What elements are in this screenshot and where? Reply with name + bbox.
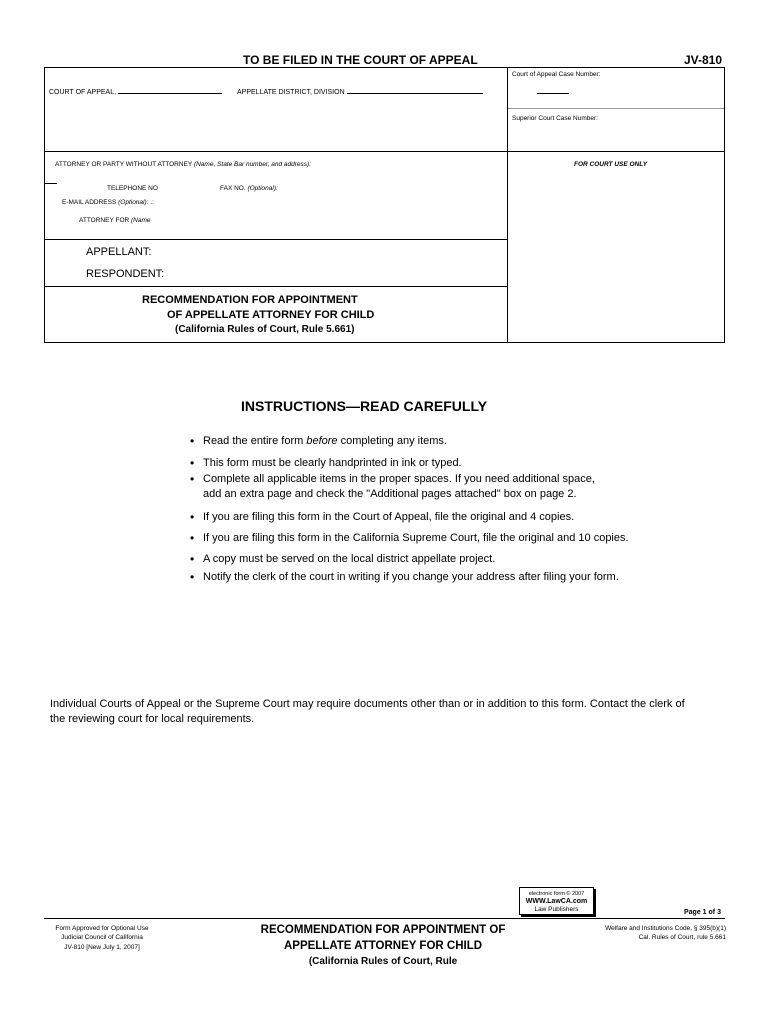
bullet-text-end: completing any items.	[337, 435, 447, 447]
bullet-text: This form must be clearly handprinted in ink or typed.	[203, 457, 462, 469]
court-of-appeal-label: COURT OF APPEAL,	[49, 89, 118, 96]
local-requirements-note-line1: Individual Courts of Appeal or the Supreme Court may require documents other than or in addition to this form. Contact the clerk of	[50, 698, 685, 710]
list-item	[190, 510, 575, 524]
court-section-divider	[44, 151, 725, 152]
bullet-text: If you are filing this form in the California Supreme Court, file the original and 10 copies.	[203, 532, 629, 544]
form-title-line2: OF APPELLATE ATTORNEY FOR CHILD	[167, 309, 375, 321]
bullet-text: Complete all applicable items in the proper spaces. If you need additional space,	[203, 473, 595, 485]
footer-right-line1: Welfare and Institutions Code, § 395(b)(1)	[605, 925, 726, 932]
superior-case-number-label: Superior Court Case Number:	[512, 115, 598, 122]
footer-title-line3: (California Rules of Court, Rule	[308, 956, 458, 967]
stamp-line3: Law Publishers	[534, 906, 579, 913]
publisher-stamp	[519, 887, 594, 915]
bullet-icon: •	[190, 531, 195, 545]
email-label	[62, 199, 154, 206]
bullet-text: If you are filing this form in the Court of Appeal, file the original and 4 copies.	[203, 511, 575, 523]
local-requirements-note-line2: the reviewing court for local requirements.	[50, 713, 255, 725]
email-optional: (Optional):	[118, 199, 149, 206]
email-suffix: .:	[148, 199, 154, 206]
fax-optional: (Optional):	[247, 185, 278, 192]
email-label-text: E-MAIL ADDRESS	[62, 199, 119, 206]
page-number: Page 1 of 3	[684, 909, 721, 916]
attorney-label-italic: (Name, State Bar number, and address):	[193, 161, 311, 168]
fax-label	[220, 185, 278, 192]
list-item-continuation	[203, 488, 577, 500]
appellate-district-field[interactable]	[237, 86, 483, 96]
filing-title: TO BE FILED IN THE COURT OF APPEAL	[243, 53, 478, 67]
footer-right-line2: Cal. Rules of Court, rule 5.661	[638, 934, 726, 941]
form-title-line3: (California Rules of Court, Rule 5.661)	[175, 324, 355, 335]
attorney-for-text: ATTORNEY FOR	[79, 217, 132, 224]
case-number-divider	[508, 108, 724, 109]
bullet-icon: •	[190, 472, 195, 486]
bullet-icon: •	[190, 434, 195, 448]
bullet-italic: before	[306, 435, 338, 447]
bullet-icon: •	[190, 570, 195, 584]
attorney-for-italic: (Name	[131, 217, 151, 224]
footer-left-line2: Judicial Council of California	[61, 934, 143, 941]
footer-title-line2: APPELLATE ATTORNEY FOR CHILD	[283, 940, 483, 952]
party-section-divider	[44, 286, 508, 287]
attorney-section-divider	[44, 239, 508, 240]
bullet-icon: •	[190, 552, 195, 566]
fax-label-text: FAX NO.	[220, 185, 248, 192]
stamp-line1: electronic form © 2007	[528, 891, 585, 897]
bullet-icon: •	[190, 456, 195, 470]
list-item	[190, 552, 496, 566]
court-case-number-label: Court of Appeal Case Number:	[512, 71, 601, 78]
attorney-label	[55, 161, 311, 168]
footer-left-line3: JV-810 [New July 1, 2007]	[64, 944, 140, 951]
bullet-text: Read the entire form	[203, 435, 307, 447]
respondent-label: RESPONDENT:	[86, 268, 165, 280]
attorney-for-label	[79, 217, 151, 224]
footer-title-line1: RECOMMENDATION FOR APPOINTMENT OF	[260, 924, 506, 936]
instructions-heading: INSTRUCTIONS—READ CAREFULLY	[241, 398, 488, 414]
court-case-number-input[interactable]	[537, 93, 569, 94]
list-item	[190, 472, 595, 486]
appellant-label: APPELLANT:	[86, 246, 152, 258]
list-item	[190, 434, 447, 448]
footer-rule	[44, 918, 725, 919]
attorney-label-text: ATTORNEY OR PARTY WITHOUT ATTORNEY	[55, 161, 194, 168]
list-item	[190, 570, 619, 584]
stamp-line2: WWW.LawCA.com	[525, 898, 588, 905]
appellate-district-label: APPELLATE DISTRICT, DIVISION	[237, 89, 347, 96]
court-of-appeal-field[interactable]	[49, 86, 222, 96]
bullet-text-line2: add an extra page and check the "Additional pages attached" box on page 2.	[203, 488, 577, 500]
bullet-text: A copy must be served on the local district appellate project.	[203, 553, 496, 565]
court-use-only-label: FOR COURT USE ONLY	[574, 161, 648, 168]
form-number: JV-810	[684, 53, 723, 67]
bullet-text: Notify the clerk of the court in writing if you change your address after filing your form.	[203, 571, 619, 583]
telephone-label: TELEPHONE NO	[107, 185, 158, 192]
list-item	[190, 531, 629, 545]
footer-left-line1: Form Approved for Optional Use	[55, 925, 149, 932]
list-item	[190, 456, 462, 470]
form-title-line1: RECOMMENDATION FOR APPOINTMENT	[142, 294, 358, 306]
bullet-icon: •	[190, 510, 195, 524]
attorney-name-input[interactable]	[45, 183, 57, 184]
